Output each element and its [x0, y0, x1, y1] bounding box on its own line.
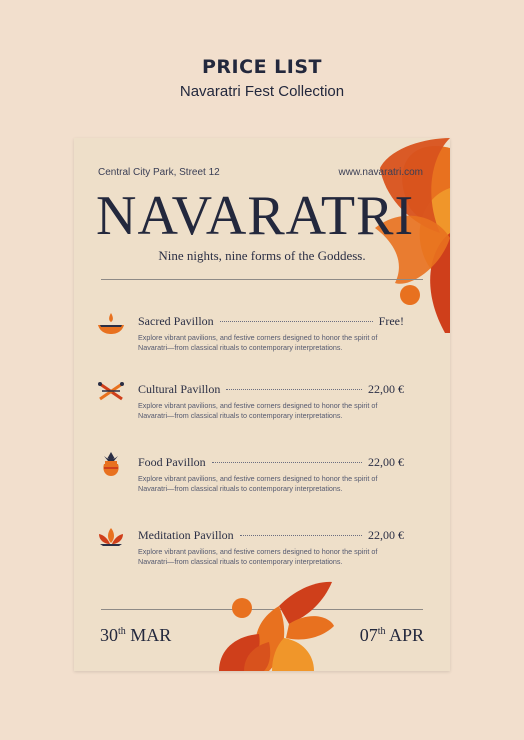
lotus-decoration-bottom-icon	[214, 576, 344, 671]
start-date	[100, 625, 171, 646]
item-description: Explore vibrant pavilions, and festive corners designed to honor the spirit of Navaratri—from classical rituals to contemporary interpretations.	[138, 474, 378, 493]
header-subtitle: Navaratri Fest Collection	[179, 83, 345, 100]
item-name: Cultural Pavillon	[138, 382, 221, 396]
item-name: Meditation Pavillon	[138, 528, 234, 542]
item-price: 22,00 €	[368, 382, 404, 396]
lotus-icon	[96, 525, 126, 551]
diya-lamp-icon	[96, 311, 126, 337]
kalash-pot-icon	[96, 452, 126, 478]
leader-dots	[212, 461, 362, 463]
item-description: Explore vibrant pavilions, and festive corners designed to honor the spirit of Navaratri—from classical rituals to contemporary interpretations.	[138, 333, 378, 352]
start-day: 30	[100, 625, 118, 645]
divider-top	[101, 279, 423, 280]
end-month: APR	[388, 625, 424, 645]
end-date	[360, 625, 424, 646]
item-name: Food Pavillon	[138, 455, 206, 469]
item-price: 22,00 €	[368, 528, 404, 542]
leader-dots	[240, 534, 362, 536]
end-day-suffix: th	[377, 626, 386, 637]
item-name: Sacred Pavillon	[138, 314, 214, 328]
address: Central City Park, Street 12	[98, 167, 220, 178]
website-link[interactable]: www.navaratri.com	[338, 167, 423, 178]
dandiya-sticks-icon	[96, 379, 126, 405]
item-price: 22,00 €	[368, 455, 404, 469]
start-month: MAR	[130, 625, 172, 645]
item-description: Explore vibrant pavilions, and festive corners designed to honor the spirit of Navaratri—from classical rituals to contemporary interpretations.	[138, 401, 378, 420]
header-title: PRICE LIST	[202, 56, 322, 78]
leader-dots	[226, 388, 362, 390]
event-title: NAVARATRI	[96, 185, 415, 247]
end-day: 07	[359, 625, 378, 645]
leader-dots	[220, 320, 373, 322]
tagline: Nine nights, nine forms of the Goddess.	[158, 248, 366, 263]
item-description: Explore vibrant pavilions, and festive corners designed to honor the spirit of Navaratri—from classical rituals to contemporary interpretations.	[138, 547, 378, 566]
start-day-suffix: th	[118, 626, 126, 637]
item-price: Free!	[378, 314, 404, 328]
price-list-card	[74, 138, 450, 671]
